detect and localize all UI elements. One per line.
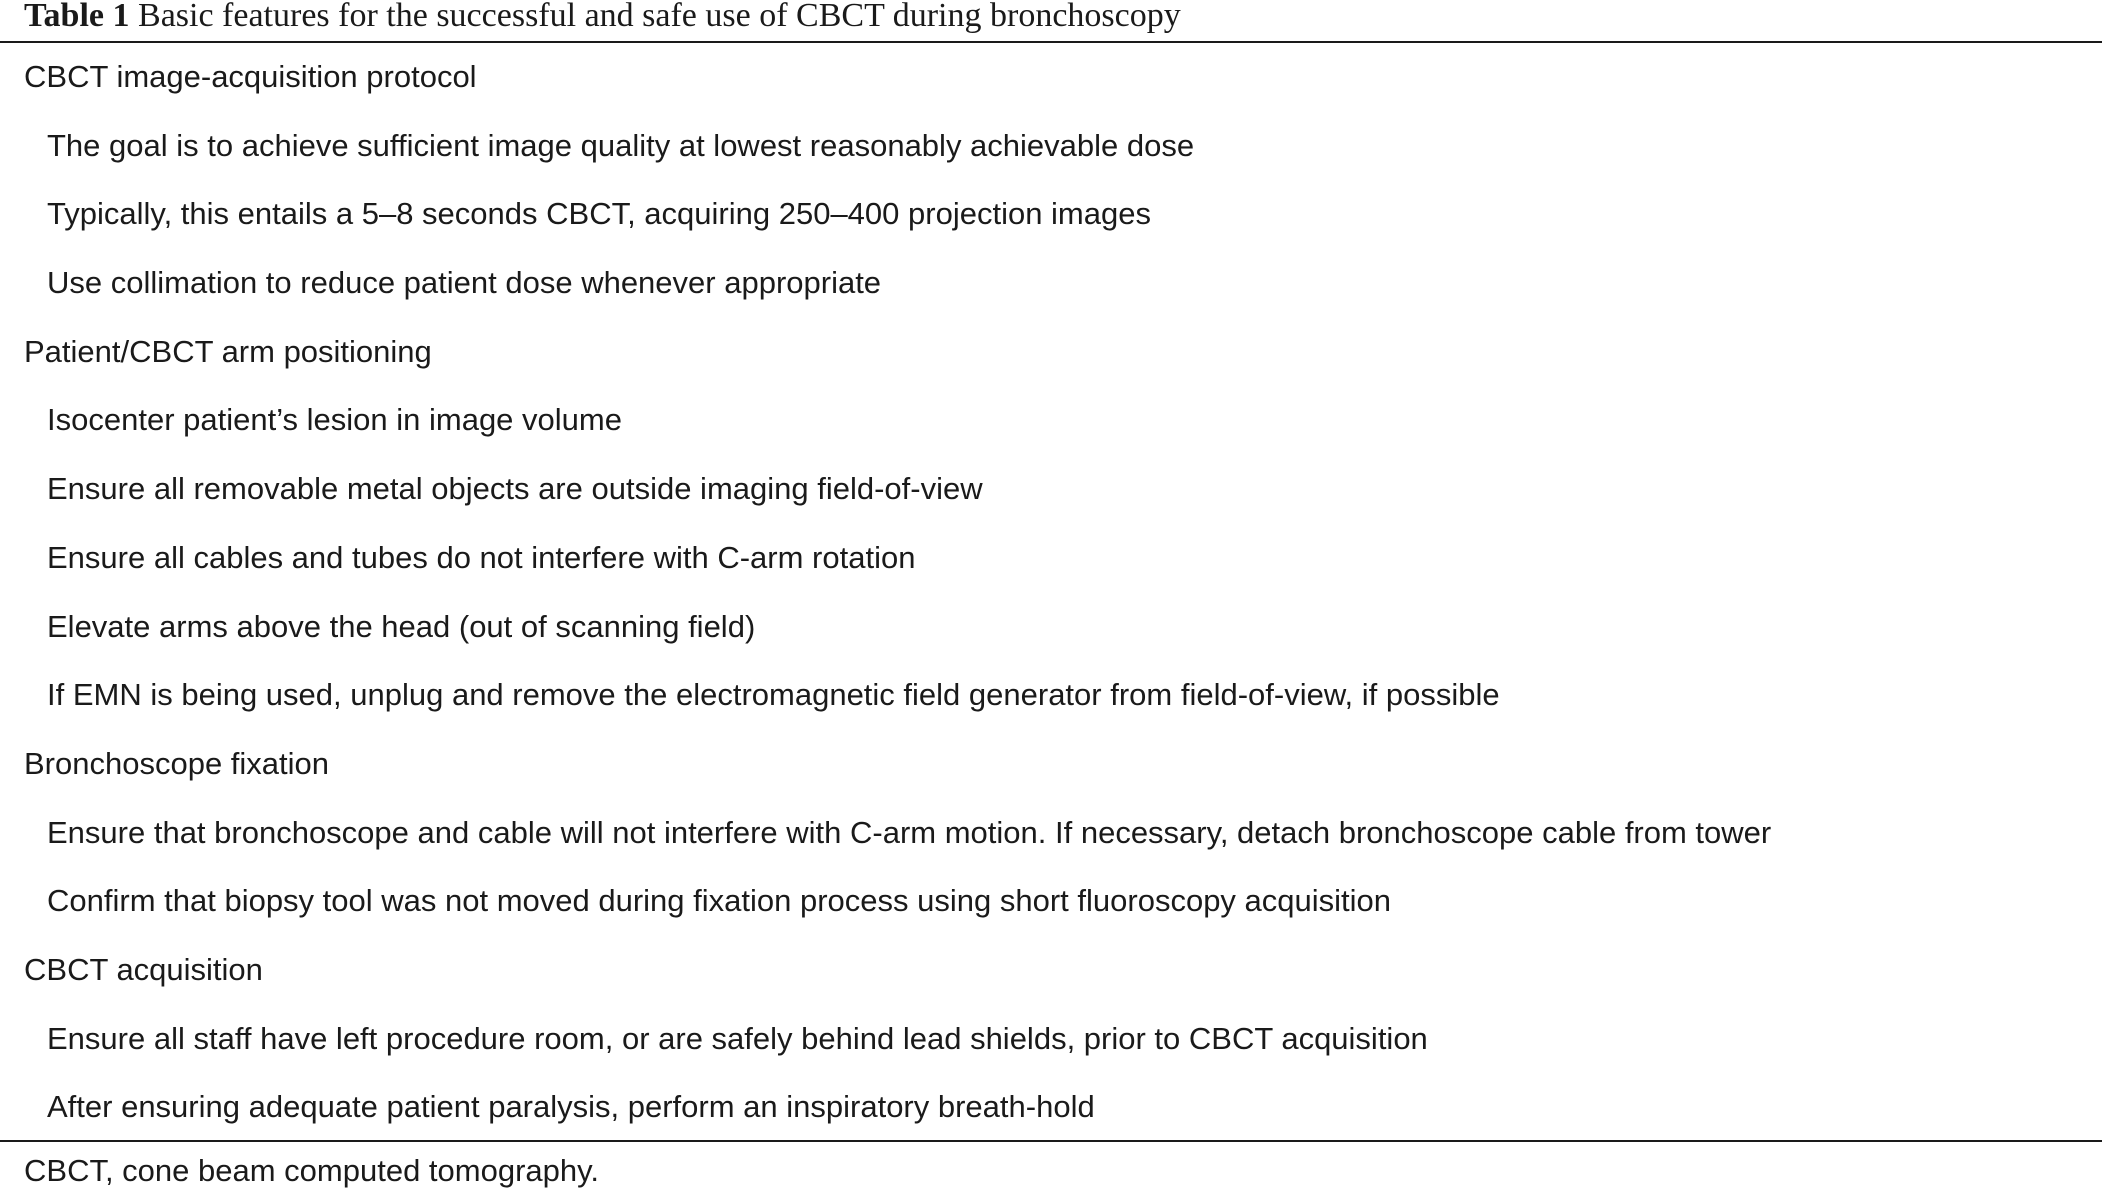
table-row: After ensuring adequate patient paralysis, perform an inspiratory breath-hold [47, 1089, 1095, 1125]
table-row: Ensure all removable metal objects are outside imaging field-of-view [47, 471, 983, 507]
table-row: Ensure all staff have left procedure room, or are safely behind lead shields, prior to CBCT acquisition [47, 1020, 1428, 1056]
table-row: The goal is to achieve sufficient image quality at lowest reasonably achievable dose [47, 127, 1195, 163]
table-label: Table 1 [24, 0, 130, 34]
table-row: Use collimation to reduce patient dose whenever appropriate [47, 265, 882, 301]
section-heading: CBCT acquisition [24, 951, 263, 987]
table-footnote: CBCT, cone beam computed tomography. [24, 1153, 599, 1188]
table-row: Ensure all cables and tubes do not interfere with C-arm rotation [47, 539, 916, 575]
table-row: Ensure that bronchoscope and cable will not interfere with C-arm motion. If necessary, detach bronchoscope cable from tower [47, 814, 1772, 850]
section-heading: Bronchoscope fixation [24, 745, 330, 781]
section-heading: CBCT image-acquisition protocol [24, 59, 477, 94]
table-title: Basic features for the successful and safe use of CBCT during bronchoscopy [138, 0, 1181, 34]
table-row: Confirm that biopsy tool was not moved during fixation process using short fluoroscopy acquisition [47, 883, 1392, 919]
table-row: Elevate arms above the head (out of scanning field) [47, 608, 756, 644]
table-body [0, 43, 2102, 1142]
table-row: Typically, this entails a 5–8 seconds CBCT, acquiring 250–400 projection images [47, 196, 1151, 232]
table-row: Isocenter patient’s lesion in image volume [47, 402, 622, 438]
table-row: If EMN is being used, unplug and remove the electromagnetic field generator from field-of-view, if possible [47, 677, 1500, 713]
section-heading: Patient/CBCT arm positioning [24, 333, 432, 369]
table-caption [24, 0, 1181, 36]
